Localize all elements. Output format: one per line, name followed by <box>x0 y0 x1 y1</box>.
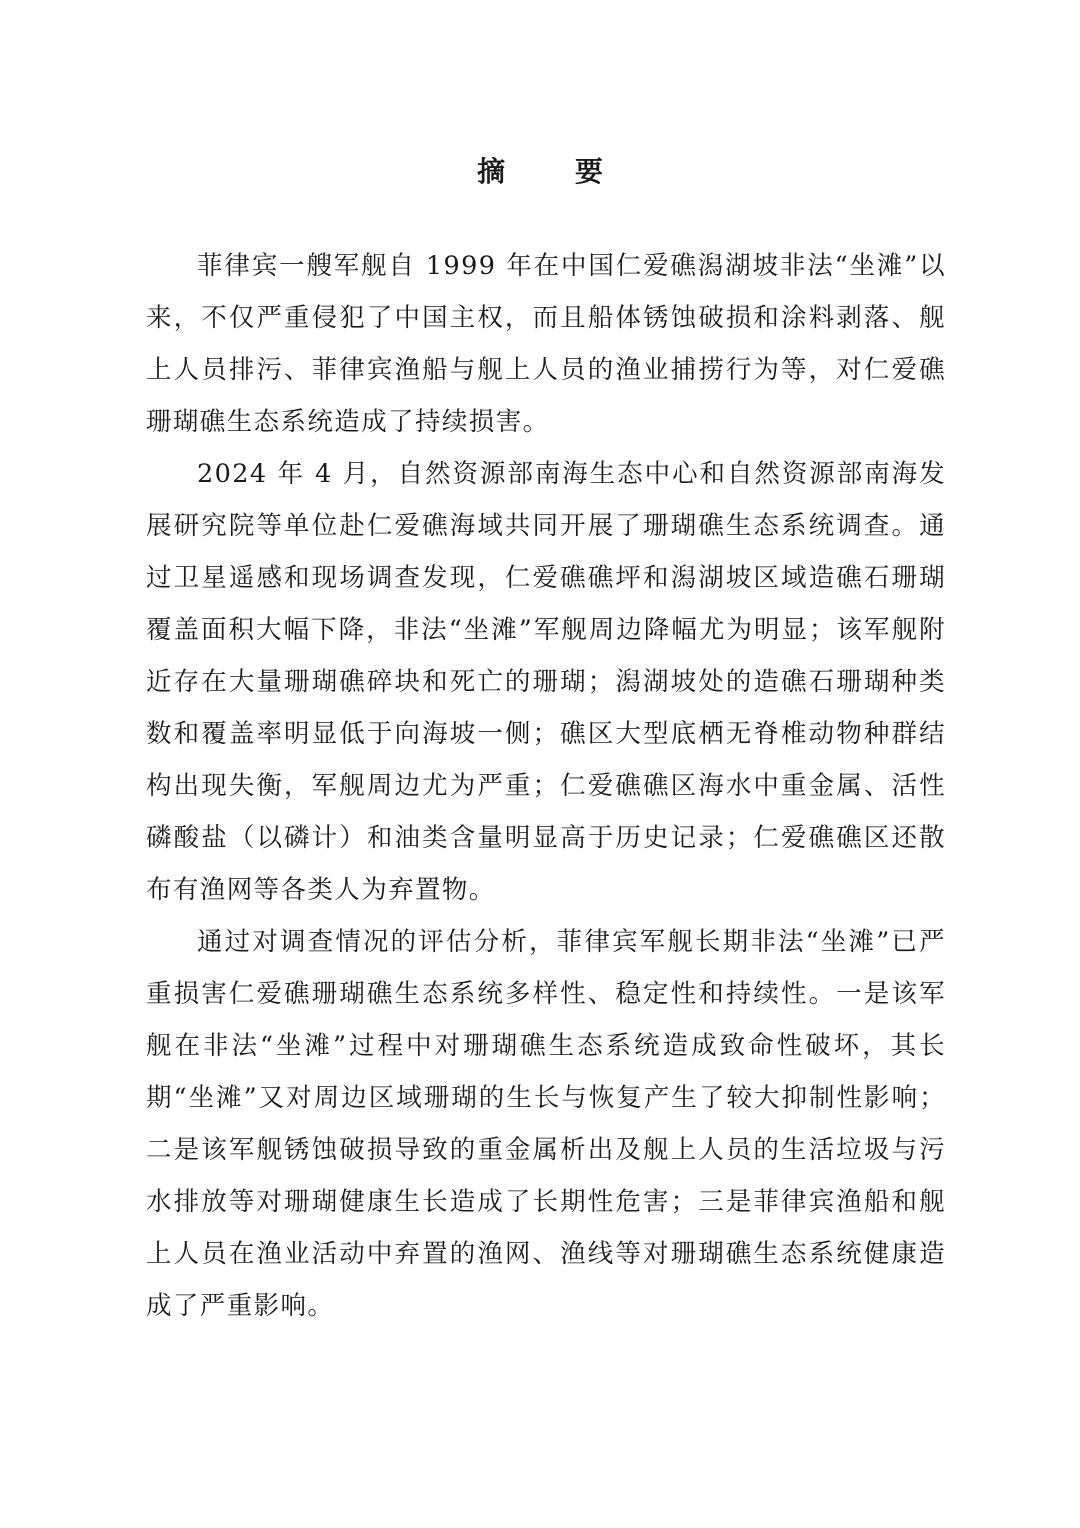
abstract-body <box>146 240 946 1332</box>
abstract-paragraph-2: 2024 年 4 月，自然资源部南海生态中心和自然资源部南海发展研究院等单位赴仁爱礁海域共同开展了珊瑚礁生态系统调查。通过卫星遥感和现场调查发现，仁爱礁礁坪和潟湖坡区域造礁石珊瑚覆盖面积大幅下降，非法“坐滩”军舰周边降幅尤为明显；该军舰附近存在大量珊瑚礁碎块和死亡的珊瑚；潟湖坡处的造礁石珊瑚种类数和覆盖率明显低于向海坡一侧；礁区大型底栖无脊椎动物种群结构出现失衡，军舰周边尤为严重；仁爱礁礁区海水中重金属、活性磷酸盐（以磷计）和油类含量明显高于历史记录；仁爱礁礁区还散布有渔网等各类人为弃置物。 <box>146 459 946 905</box>
abstract-paragraph-1: 菲律宾一艘军舰自 1999 年在中国仁爱礁潟湖坡非法“坐滩”以来，不仅严重侵犯了中国主权，而且船体锈蚀破损和涂料剥落、舰上人员排污、菲律宾渔船与舰上人员的渔业捕捞行为等，对仁爱礁珊瑚礁生态系统造成了持续损害。 <box>146 251 946 437</box>
abstract-title: 摘 要 <box>477 155 633 188</box>
abstract-paragraph-3: 通过对调查情况的评估分析，菲律宾军舰长期非法“坐滩”已严重损害仁爱礁珊瑚礁生态系统多样性、稳定性和持续性。一是该军舰在非法“坐滩”过程中对珊瑚礁生态系统造成致命性破坏，其长期“坐滩”又对周边区域珊瑚的生长与恢复产生了较大抑制性影响；二是该军舰锈蚀破损导致的重金属析出及舰上人员的生活垃圾与污水排放等对珊瑚健康生长造成了长期性危害；三是菲律宾渔船和舰上人员在渔业活动中弃置的渔网、渔线等对珊瑚礁生态系统健康造成了严重影响。 <box>146 927 946 1321</box>
